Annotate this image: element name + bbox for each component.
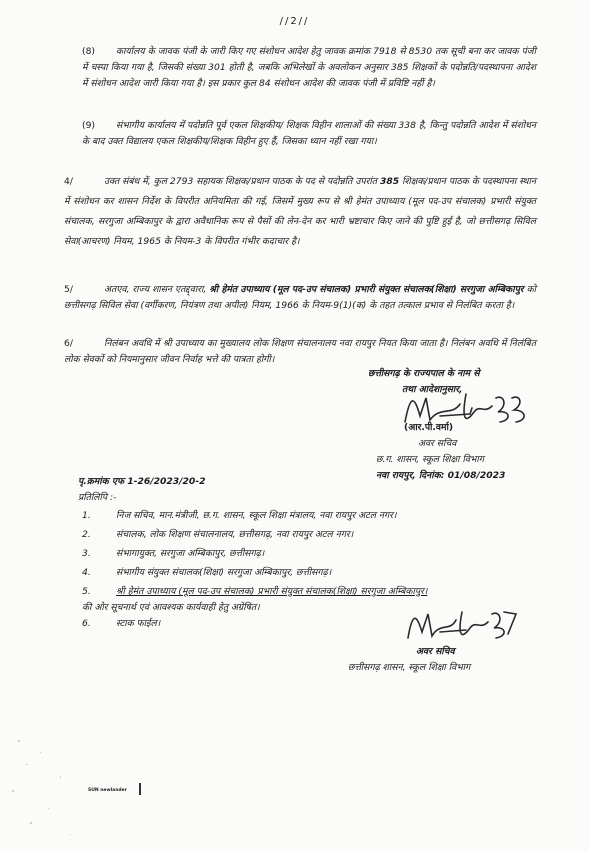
scan-speckle [18, 740, 20, 742]
list-item-text: निज सचिव, मान.मंत्रीजी, छ.ग. शासन, स्कूल शिक्षा मंत्रालय, नवा रायपुर अटल नगर। [116, 510, 397, 521]
para-6-number: 6/ [64, 338, 73, 349]
sig2-department: छत्तीसगढ़ शासन, स्कूल शिक्षा विभाग [348, 662, 471, 673]
list-item-number: 2. [82, 529, 91, 540]
list-item-text: स्टाक फाईल। [116, 618, 161, 629]
paragraph-8 [82, 44, 536, 92]
para-4-number: 4/ [64, 176, 73, 187]
footer-scanner-label: SUN newlander [88, 788, 127, 793]
endorsement-number: पृ.क्रमांक एफ 1-26/2023/20-2 [78, 476, 206, 487]
scan-speckle [48, 808, 49, 809]
list-item [82, 565, 552, 584]
para-5-text-c: को छत्तीसगढ़ सिविल सेवा (वर्गीकरण, नियंत्रण तथा अपील) नियम, 1966 के नियम-9(1)(क) के तहत तत्काल प्रभाव से निलंबित करता है। [64, 284, 537, 311]
para-8-number: (8) [82, 46, 96, 57]
info-forward-line: की ओर सूचनार्थ एवं आवश्यक कार्यवाही हेतु अग्रेषित। [82, 602, 260, 613]
para-5-officer: श्री हेमंत उपाध्याय (मूल पद-उप संचालक) प्रभारी संयुक्त संचालक(शिक्षा) सरगुजा अम्बिकापुर [209, 284, 524, 295]
sig1-date: नवा रायपुर, दिनांक: 01/08/2023 [376, 470, 506, 481]
sig1-line1: छत्तीसगढ़ के राज्यपाल के नाम से [368, 368, 480, 379]
para-8-text: कार्यालय के जावक पंजी के जारी किए गए संशोधन आदेश हेतु जावक क्रमांक 7918 से 8530 तक सूची बना कर जावक पंजी में चस्पा किया गया है, जिसकी संख्या 301 होती है, जबकि अभिलेखों के अवलोकन अनुसार 385 शिक्षकों के पदोन्नति/पदस्थापना आदेश में संशोधन आदेश जारी किया गया है। इस प्रकार कुल 84 संशोधन आदेश की जावक पंजी में प्रविष्टि नहीं है। [82, 46, 536, 89]
copy-to-list [82, 508, 552, 603]
list-item-number: 3. [82, 548, 91, 559]
para-9-number: (9) [82, 120, 96, 131]
list-item [82, 527, 552, 546]
list-item-text: श्री हेमंत उपाध्याय (मूल पद-उप संचालक) प्रभारी संयुक्त संचालक(शिक्षा) सरगुजा अम्बिकापुर। [116, 586, 428, 597]
paragraph-6 [64, 336, 536, 368]
scan-speckle [26, 764, 28, 765]
scan-speckle [12, 790, 14, 792]
para-6-text: निलंबन अवधि में श्री उपाध्याय का मुख्यालय लोक शिक्षण संचालनालय नवा रायपुर नियत किया जाता है। निलंबन अवधि में निलंबित लोक सेवकों को नियमानुसार जीवन निर्वाह भत्ते की पात्रता होगी। [64, 338, 536, 365]
footer-tick [139, 783, 141, 795]
sig1-line2: तथा आदेशानुसार, [402, 384, 463, 395]
list-item [82, 508, 552, 527]
paragraph-5 [64, 282, 536, 314]
list-item-text: संभागीय संयुक्त संचालक(शिक्षा) सरगुजा अम्बिकापुर, छत्तीसगढ़। [116, 567, 332, 578]
sig1-designation: अवर सचिव [418, 438, 457, 449]
para-5-text-a: अतएव, राज्य शासन एतद्द्वारा, [104, 284, 210, 295]
scan-speckle [60, 776, 61, 778]
scan-speckle [40, 752, 41, 753]
list-item-number: 5. [82, 586, 91, 597]
list-item-number: 4. [82, 567, 91, 578]
sig1-name: (आर.पी.वर्मा) [404, 422, 454, 433]
scan-speckle [70, 834, 71, 835]
page-number: //2// [279, 16, 310, 27]
sig2-designation: अवर सचिव [416, 646, 455, 657]
para-5-number: 5/ [64, 284, 73, 295]
list-item-number: 6. [82, 618, 91, 629]
list-item-text: संभागायुक्त, सरगुजा अम्बिकापुर, छत्तीसगढ़। [116, 548, 265, 559]
list-item [82, 546, 552, 565]
list-item-number: 1. [82, 510, 91, 521]
scan-speckle [30, 822, 32, 824]
paragraph-4 [64, 172, 536, 252]
para-4-text-c: शिक्षक/प्रधान पाठक के पदस्थापना स्थान में संशोधन कर शासन निर्देश के विपरीत अनियमिता की गई, जिसमें मुख्य रूप से श्री हेमंत उपाध्याय (मूल पद-उप संचालक) प्रभारी संयुक्त संचालक, सरगुजा अम्बिकापुर के द्वारा अवैधानिक रूप से पैसों की लेन-देन कर भारी भ्रष्टाचार किए जाने की पुष्टि हुई है, जो छत्तीसगढ़ सिविल सेवा(आचरण) नियम, 1965 के नियम-3 के विपरीत गंभीर कदाचार है। [64, 176, 537, 247]
para-4-text-a: उक्त संबंध में, कुल 2793 सहायक शिक्षक/प्रधान पाठक के पद से पदोन्नति उपरांत [104, 176, 380, 187]
list-item [82, 616, 160, 632]
para-4-count: 385 [379, 176, 400, 187]
para-9-text: संभागीय कार्यालय में पदोन्नति पूर्व एकल शिक्षकीय/ शिक्षक विहीन शालाओं की संख्या 338 है, किन्तु पदोन्नति आदेश में संशोधन के बाद उक्त विद्यालय एकल शिक्षकीय/शिक्षक विहीन हुए हैं, जिसका ध्यान नहीं रखा गया। [82, 120, 536, 147]
sig1-department: छ.ग. शासन, स्कूल शिक्षा विभाग [376, 454, 484, 465]
copy-to-label: प्रतिलिपि :- [78, 492, 117, 503]
list-item-text: संचालक, लोक शिक्षण संचालनालय, छत्तीसगढ़, नवा रायपुर अटल नगर। [116, 529, 354, 540]
paragraph-9 [82, 118, 536, 150]
